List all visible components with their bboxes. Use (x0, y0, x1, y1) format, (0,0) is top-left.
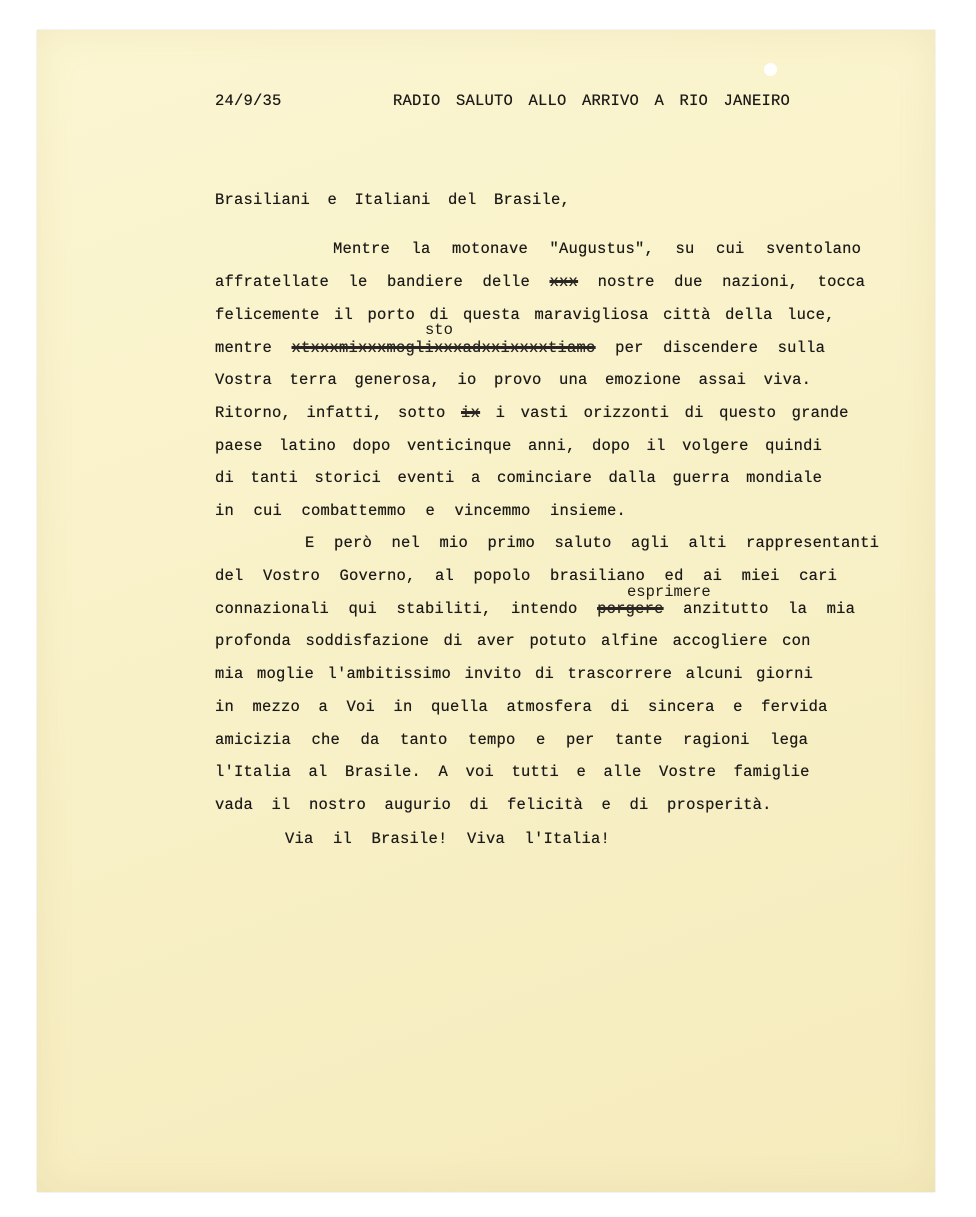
paragraph-2-line-1: E però nel mio primo saluto agli alti rappresentanti (305, 534, 880, 552)
struck-out-text: porgere (597, 600, 664, 618)
paragraph-2-line-4: profonda soddisfazione di aver potuto alfine accogliere con (215, 632, 811, 650)
text-segment: per discendere sulla (595, 339, 826, 357)
paragraph-1-line-9: in cui combattemmo e vincemmo insieme. (215, 502, 627, 520)
paragraph-1-line-6 (215, 406, 849, 422)
paragraph-1-line-5: Vostra terra generosa, io provo una emozione assai viva. (215, 371, 812, 389)
paragraph-2-line-2: del Vostro Governo, al popolo brasiliano ed ai miei cari (215, 567, 838, 585)
salutation: Brasiliani e Italiani del Brasile, (215, 191, 571, 209)
text-segment: i vasti orizzonti di questo grande (480, 404, 849, 422)
closing-line: Via il Brasile! Viva l'Italia! (285, 830, 611, 848)
paragraph-2-line-5: mia moglie l'ambitissimo invito di trascorrere alcuni giorni (215, 665, 814, 683)
paragraph-2-line-9: vada il nostro augurio di felicità e di prosperità. (215, 796, 772, 814)
paragraph-2-line-8: l'Italia al Brasile. A voi tutti e alle Vostre famiglie (215, 763, 810, 781)
interlinear-insertion: sto (425, 321, 453, 339)
paragraph-2-line-3 (215, 602, 855, 618)
text-segment: Ritorno, infatti, sotto (215, 404, 462, 422)
struck-out-text: xxx (549, 273, 579, 291)
paragraph-1-line-2 (215, 275, 865, 291)
punch-hole (764, 63, 777, 76)
paragraph-2-line-6: in mezzo a Voi in quella atmosfera di sincera e fervida (215, 698, 828, 716)
paragraph-1-line-3: felicemente il porto di questa maravigliosa città della luce, (215, 306, 835, 324)
interlinear-insertion: esprimere (627, 583, 711, 601)
document-date: 24/9/35 (215, 92, 282, 110)
struck-out-text: xtxxxmixxxmoglixxxadxxixxxxtiamo (291, 339, 596, 357)
text-segment: affratellate le bandiere delle (215, 273, 550, 291)
document-title: RADIO SALUTO ALLO ARRIVO A RIO JANEIRO (393, 92, 791, 110)
paragraph-1-line-4 (215, 341, 825, 357)
typewritten-page (37, 30, 935, 1192)
paragraph-1-line-7: paese latino dopo venticinque anni, dopo il volgere quindi (215, 437, 823, 455)
paragraph-1-line-8: di tanti storici eventi a cominciare dalla guerra mondiale (215, 469, 823, 487)
text-segment: mentre (215, 339, 292, 357)
text-segment: anzitutto la mia (663, 600, 856, 618)
paragraph-1-line-1: Mentre la motonave "Augustus", su cui sventolano (333, 240, 862, 258)
paragraph-2-line-7: amicizia che da tanto tempo e per tante ragioni lega (215, 731, 809, 749)
struck-out-text: ix (461, 404, 481, 422)
text-segment: connazionali qui stabiliti, intendo (215, 600, 598, 618)
text-segment: nostre due nazioni, tocca (578, 273, 866, 291)
